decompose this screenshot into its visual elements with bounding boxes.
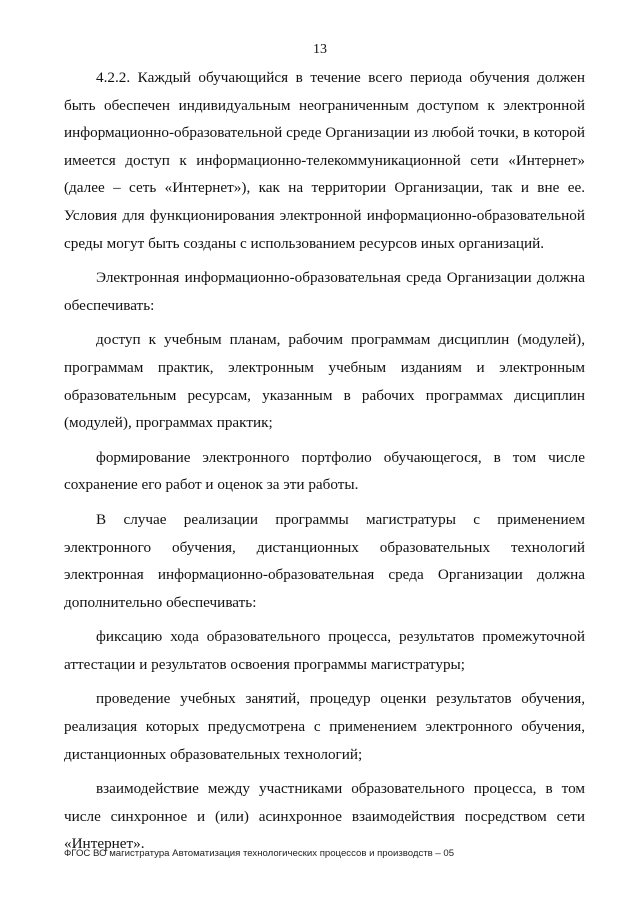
- paragraph-conducting-classes: проведение учебных занятий, процедур оценки результатов обучения, реализация которых предусмотрена с применением электронного обучения, дистанционных образовательных технологий;: [64, 690, 585, 763]
- paragraph-access-to-plans: доступ к учебным планам, рабочим программам дисциплин (модулей), программам практик, электронным учебным изданиям и электронным образовательным ресурсам, указанным в рабочих программах дисциплин (модулей), программах практик;: [64, 331, 585, 432]
- paragraph-eios-requirements: Электронная информационно-образовательная среда Организации должна обеспечивать:: [64, 269, 585, 314]
- paragraph-process-recording: фиксацию хода образовательного процесса, результатов промежуточной аттестации и результатов освоения программы магистратуры;: [64, 628, 585, 673]
- paragraph-distance-learning-case: В случае реализации программы магистратуры с применением электронного обучения, дистанционных образовательных технологий электронная информационно-образовательная среда Организации должна дополнительно обеспечивать:: [64, 510, 585, 611]
- paragraph-portfolio: формирование электронного портфолио обучающегося, в том числе сохранение его работ и оценок за эти работы.: [64, 448, 585, 494]
- page-number: 13: [313, 42, 327, 57]
- page-footer: ФГОС ВО магистратура Автоматизация технологических процессов и производств – 05: [64, 848, 455, 859]
- paragraph-interaction: взаимодействие между участниками образовательного процесса, в том числе синхронное и (или) асинхронное взаимодействия посредством сети «Интернет».: [64, 780, 585, 853]
- paragraph-4-2-2: 4.2.2. Каждый обучающийся в течение всего периода обучения должен быть обеспечен индивидуальным неограниченным доступом к электронной информационно-образовательной среде Организации из любой точки, в которой имеется доступ к информационно-телекоммуникационной сети «Интернет» (далее – сеть «Интернет»), как на территории Организации, так и вне ее. Условия для функционирования электронной информационно-образовательной среды могут быть созданы с использованием ресурсов иных организаций.: [64, 69, 585, 252]
- document-body: [64, 64, 585, 858]
